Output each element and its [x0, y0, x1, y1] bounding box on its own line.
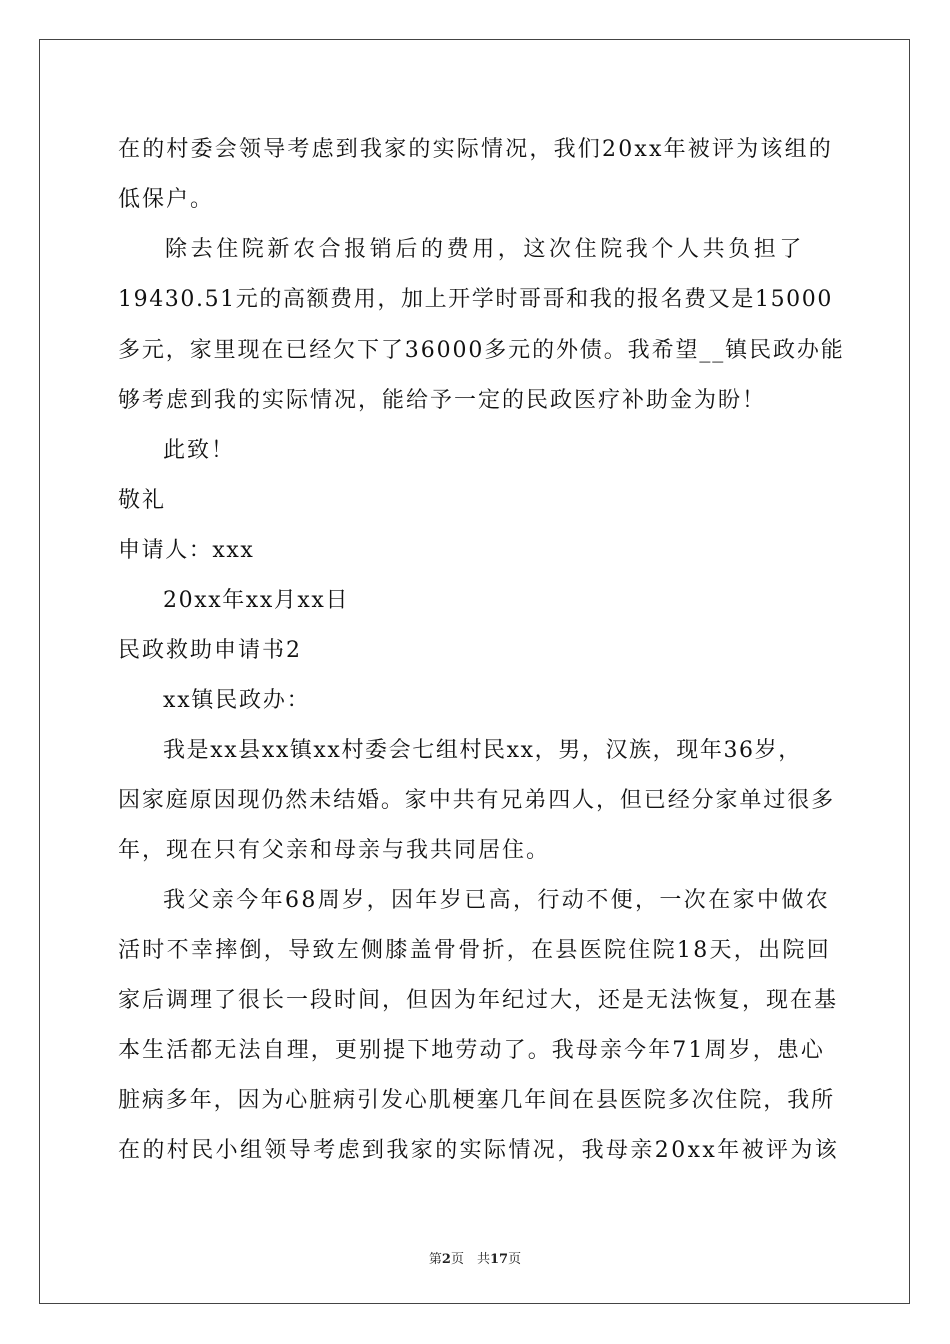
page-border [39, 39, 910, 1304]
body-line: 民政救助申请书2 [118, 638, 302, 663]
body-line: 在的村委会领导考虑到我家的实际情况，我们20xx年被评为该组的 [118, 137, 834, 162]
body-line: 年，现在只有父亲和母亲与我共同居住。 [118, 838, 551, 863]
body-line: 活时不幸摔倒，导致左侧膝盖骨骨折，在县医院住院18天，出院回 [118, 938, 831, 963]
page-current: 2 [441, 1252, 451, 1267]
body-line: xx镇民政办： [163, 688, 311, 713]
body-line: 20xx年xx月xx日 [163, 588, 350, 613]
page-total: 17 [489, 1252, 509, 1267]
page-mid: 页 共 [450, 1252, 490, 1267]
page-prefix: 第 [428, 1252, 442, 1267]
body-line: 除去住院新农合报销后的费用，这次住院我个人共负担了 [165, 237, 806, 262]
body-line: 申请人：xxx [118, 538, 255, 563]
body-line: 我父亲今年68周岁，因年岁已高，行动不便，一次在家中做农 [163, 888, 831, 913]
body-line: 因家庭原因现仍然未结婚。家中共有兄弟四人，但已经分家单过很多 [118, 788, 836, 813]
page-suffix: 页 [508, 1252, 522, 1267]
body-line: 此致！ [163, 438, 236, 463]
body-line: 家后调理了很长一段时间，但因为年纪过大，还是无法恢复，现在基 [118, 988, 839, 1013]
body-line: 本生活都无法自理，更别提下地劳动了。我母亲今年71周岁，患心 [118, 1038, 825, 1063]
page-footer [0, 1248, 950, 1267]
body-line: 我是xx县xx镇xx村委会七组村民xx，男，汉族，现年36岁， [163, 738, 802, 763]
body-line: 19430.51元的高额费用，加上开学时哥哥和我的报名费又是15000 [118, 287, 833, 312]
body-line: 多元，家里现在已经欠下了36000多元的外债。我希望__镇民政办能 [118, 338, 845, 363]
body-line: 低保户。 [118, 187, 215, 212]
body-line: 脏病多年，因为心脏病引发心肌梗塞几年间在县医院多次住院，我所 [118, 1088, 836, 1113]
body-line: 敬礼 [118, 488, 167, 513]
body-line: 在的村民小组领导考虑到我家的实际情况，我母亲20xx年被评为该 [118, 1138, 840, 1163]
body-line: 够考虑到我的实际情况，能给予一定的民政医疗补助金为盼！ [118, 388, 767, 413]
